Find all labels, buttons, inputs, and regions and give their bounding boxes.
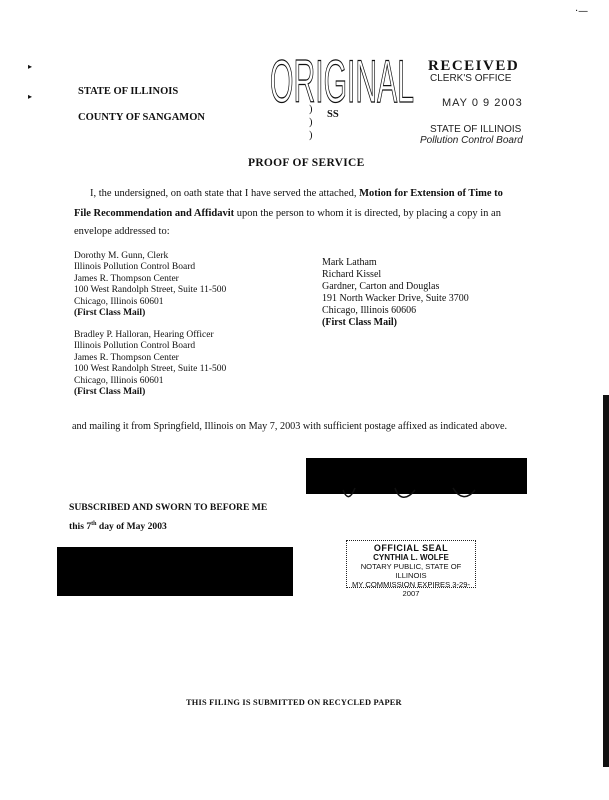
address-line: 191 North Wacker Drive, Suite 3700 xyxy=(322,293,469,304)
original-stamp xyxy=(268,40,416,112)
recycled-paper-footer: THIS FILING IS SUBMITTED ON RECYCLED PAPER xyxy=(186,698,402,707)
address-line: Dorothy M. Gunn, Clerk xyxy=(74,251,169,261)
original-stamp-text: ORIGINAL xyxy=(270,48,414,112)
address-line: James R. Thompson Center xyxy=(74,273,179,284)
intro-text: upon the person to whom it is directed, by placing a copy in an xyxy=(234,208,501,219)
intro-text: I, the undersigned, on oath state that I have served the attached, xyxy=(90,188,360,199)
intro-motion: Motion for Extension of Time to xyxy=(359,188,503,199)
corner-mark: ·— xyxy=(575,6,589,17)
intro-line-1 xyxy=(90,188,550,199)
intro-line-3: envelope addressed to: xyxy=(74,226,170,237)
seal-line: NOTARY PUBLIC, STATE OF ILLINOIS xyxy=(360,562,462,580)
seal-name: CYNTHIA L. WOLFE xyxy=(373,553,449,562)
recipient-block xyxy=(322,257,469,329)
received-board: Pollution Control Board xyxy=(420,135,523,146)
sworn-sup: th xyxy=(91,521,97,527)
mailing-statement: and mailing it from Springfield, Illinois on May 7, 2003 with sufficient postage affixed as indicated above. xyxy=(72,421,508,432)
received-stamp xyxy=(418,58,548,146)
address-line: Chicago, Illinois 60601 xyxy=(74,375,164,386)
delivery-method: (First Class Mail) xyxy=(74,308,146,319)
notary-seal xyxy=(346,540,476,598)
venue-county: COUNTY OF SANGAMON xyxy=(78,112,205,123)
seal-title: OFFICIAL SEAL xyxy=(373,543,449,553)
received-date: MAY 0 9 2003 xyxy=(442,97,523,109)
sworn-rest: day of May 2003 xyxy=(96,521,167,533)
recipient-block xyxy=(74,251,226,319)
address-line: Chicago, Illinois 60601 xyxy=(74,296,164,307)
venue-ss: SS xyxy=(327,109,339,120)
margin-mark: ▸ xyxy=(28,62,33,71)
margin-mark: ▸ xyxy=(28,92,33,101)
signature-stroke xyxy=(335,484,485,502)
address-line: James R. Thompson Center xyxy=(74,352,179,363)
address-line: Illinois Pollution Control Board xyxy=(74,262,196,273)
intro-line-2 xyxy=(74,208,554,219)
sworn-this: this 7 xyxy=(69,521,92,533)
delivery-method: (First Class Mail) xyxy=(74,387,146,398)
received-office: CLERK'S OFFICE xyxy=(430,73,512,84)
sworn-date xyxy=(69,519,167,533)
venue-bracket: ) xyxy=(309,130,313,141)
received-state: STATE OF ILLINOIS xyxy=(430,124,522,135)
notary-signature-redaction xyxy=(57,547,293,596)
sworn-heading: SUBSCRIBED AND SWORN TO BEFORE ME xyxy=(69,502,268,513)
address-line: 100 West Randolph Street, Suite 11-500 xyxy=(74,285,227,296)
address-line: Richard Kissel xyxy=(322,269,382,280)
address-line: 100 West Randolph Street, Suite 11-500 xyxy=(74,364,227,375)
page-title: PROOF OF SERVICE xyxy=(248,157,365,169)
address-line: Illinois Pollution Control Board xyxy=(74,341,196,352)
venue-state: STATE OF ILLINOIS xyxy=(78,86,179,97)
address-line: Gardner, Carton and Douglas xyxy=(322,281,440,292)
address-line: Bradley P. Halloran, Hearing Officer xyxy=(74,330,214,340)
venue-bracket: ) xyxy=(309,117,313,128)
seal-line: MY COMMISSION EXPIRES 3-29-2007 xyxy=(351,580,470,598)
scan-edge-strip xyxy=(603,395,609,767)
received-title: RECEIVED xyxy=(428,58,520,74)
venue-bracket: ) xyxy=(309,104,313,115)
address-line: Chicago, Illinois 60606 xyxy=(322,305,417,316)
intro-motion-cont: File Recommendation and Affidavit xyxy=(74,208,235,219)
delivery-method: (First Class Mail) xyxy=(322,317,397,328)
recipient-block xyxy=(74,330,226,398)
address-line: Mark Latham xyxy=(322,257,377,268)
